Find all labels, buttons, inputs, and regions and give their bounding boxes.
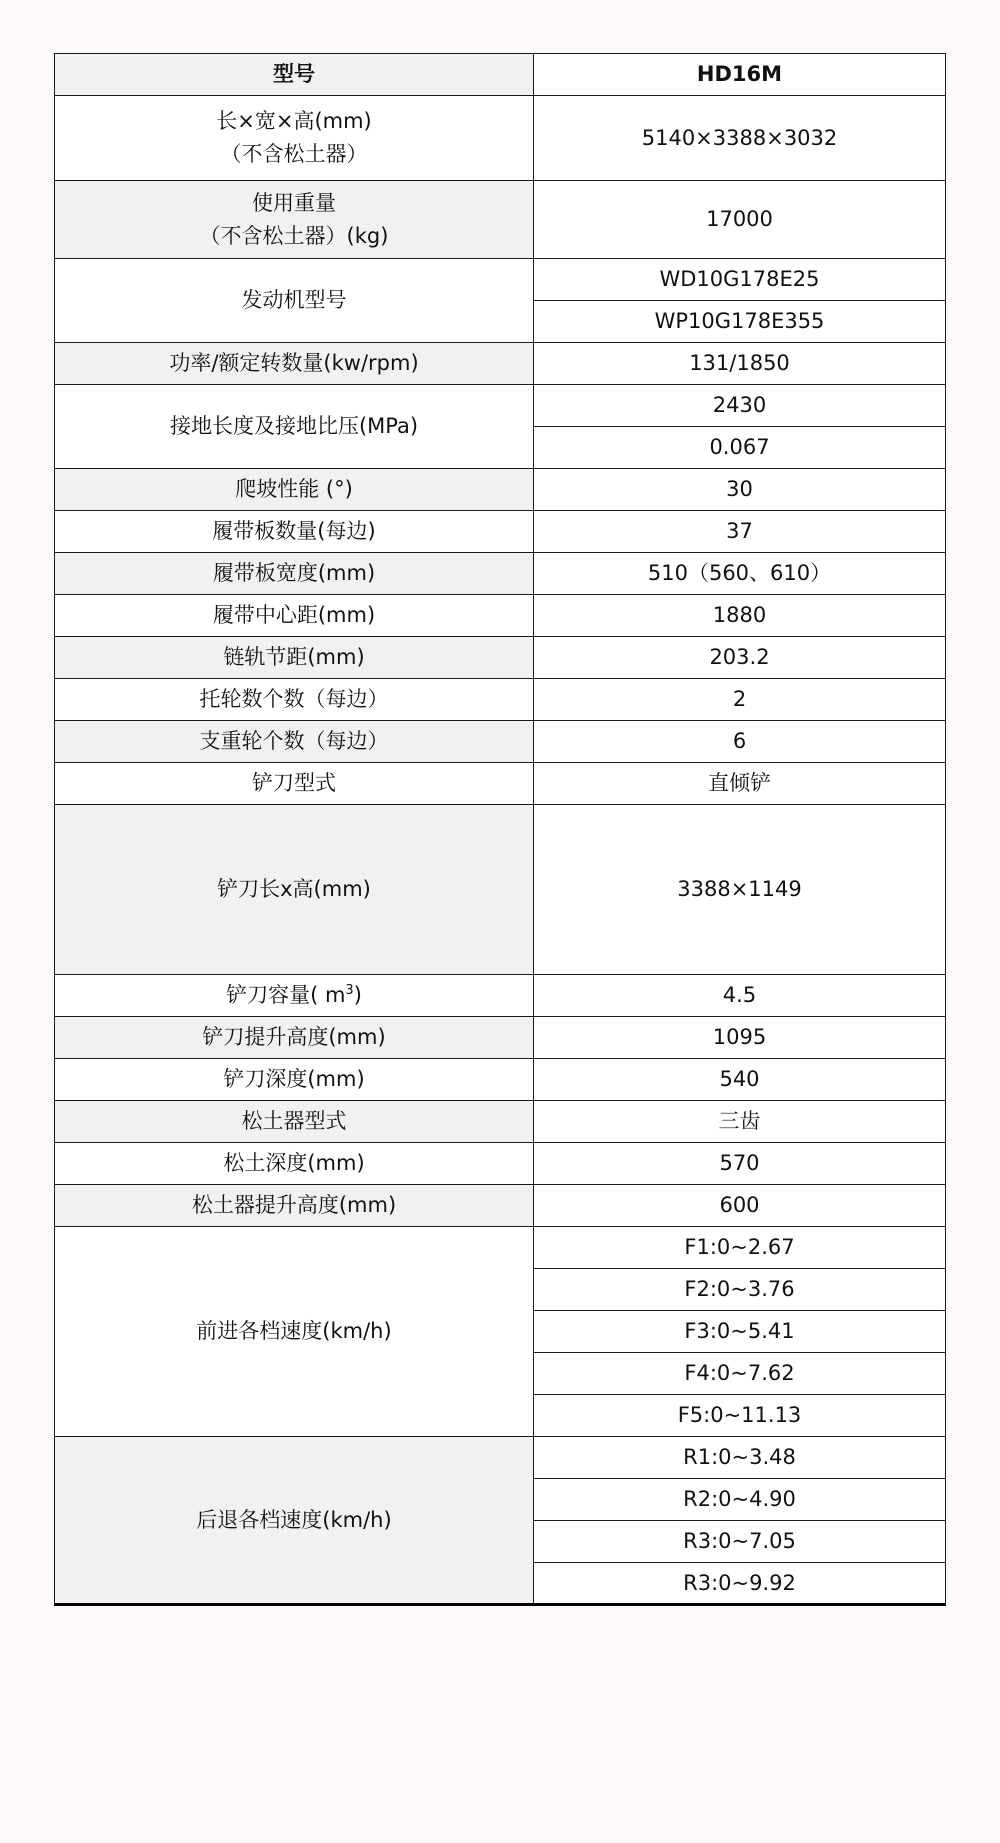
row-value: 5140×3388×3032 <box>534 96 946 181</box>
table-row <box>55 595 946 637</box>
row-value: 37 <box>534 511 946 553</box>
row-label: 发动机型号 <box>55 259 534 343</box>
row-label: 松土器提升高度(mm) <box>55 1185 534 1227</box>
row-value: 131/1850 <box>534 343 946 385</box>
row-label: 前进各档速度(km/h) <box>55 1227 534 1437</box>
spec-table <box>54 53 946 1606</box>
table-row <box>55 1017 946 1059</box>
row-value: 17000 <box>534 181 946 259</box>
table-header-row <box>55 54 946 96</box>
table-row <box>55 181 946 259</box>
row-value: F4:0~7.62 <box>534 1353 946 1395</box>
row-value: 540 <box>534 1059 946 1101</box>
header-model-value: HD16M <box>534 54 946 96</box>
row-value: R2:0~4.90 <box>534 1479 946 1521</box>
row-value: 3388×1149 <box>534 805 946 975</box>
row-label: 松土器型式 <box>55 1101 534 1143</box>
row-label: 铲刀长x高(mm) <box>55 805 534 975</box>
row-value: 直倾铲 <box>534 763 946 805</box>
row-value: 2430 <box>534 385 946 427</box>
table-row <box>55 259 946 301</box>
table-row <box>55 1227 946 1269</box>
table-row <box>55 1143 946 1185</box>
row-label: 支重轮个数（每边） <box>55 721 534 763</box>
row-label: 履带中心距(mm) <box>55 595 534 637</box>
row-label-text: 铲刀容量( m <box>226 983 346 1008</box>
row-value: 2 <box>534 679 946 721</box>
row-value: 30 <box>534 469 946 511</box>
row-label: 功率/额定转数量(kw/rpm) <box>55 343 534 385</box>
row-label: 铲刀提升高度(mm) <box>55 1017 534 1059</box>
row-label <box>55 181 534 259</box>
table-row <box>55 679 946 721</box>
table-row <box>55 343 946 385</box>
row-label-line: 使用重量 <box>252 190 336 215</box>
table-row <box>55 805 946 975</box>
table-row <box>55 763 946 805</box>
row-label: 履带板数量(每边) <box>55 511 534 553</box>
row-value: 203.2 <box>534 637 946 679</box>
row-label: 履带板宽度(mm) <box>55 553 534 595</box>
row-label-text: ) <box>353 983 362 1008</box>
table-row <box>55 1185 946 1227</box>
row-label-line: （不含松土器） <box>220 142 368 166</box>
row-label: 后退各档速度(km/h) <box>55 1437 534 1605</box>
table-row <box>55 553 946 595</box>
row-value: 6 <box>534 721 946 763</box>
row-value: F2:0~3.76 <box>534 1269 946 1311</box>
table-row <box>55 96 946 181</box>
row-value: F5:0~11.13 <box>534 1395 946 1437</box>
table-row <box>55 511 946 553</box>
table-row <box>55 469 946 511</box>
row-value: 600 <box>534 1185 946 1227</box>
row-label-line: 长×宽×高(mm) <box>216 109 372 134</box>
row-value: R3:0~7.05 <box>534 1521 946 1563</box>
superscript: 3 <box>345 983 354 999</box>
table-row <box>55 975 946 1017</box>
row-label: 铲刀型式 <box>55 763 534 805</box>
row-value: F3:0~5.41 <box>534 1311 946 1353</box>
row-value: 1095 <box>534 1017 946 1059</box>
header-label: 型号 <box>55 54 534 96</box>
row-label: 接地长度及接地比压(MPa) <box>55 385 534 469</box>
row-value: 0.067 <box>534 427 946 469</box>
row-label-line: （不含松土器）(kg) <box>199 223 389 248</box>
table-row <box>55 637 946 679</box>
row-value: WD10G178E25 <box>534 259 946 301</box>
row-label: 链轨节距(mm) <box>55 637 534 679</box>
row-value: 510（560、610） <box>534 553 946 595</box>
table-row <box>55 1059 946 1101</box>
row-value: R1:0~3.48 <box>534 1437 946 1479</box>
table-row <box>55 1437 946 1479</box>
table-row <box>55 721 946 763</box>
row-value: R3:0~9.92 <box>534 1563 946 1605</box>
row-value: 1880 <box>534 595 946 637</box>
row-value: WP10G178E355 <box>534 301 946 343</box>
row-label: 托轮数个数（每边） <box>55 679 534 721</box>
table-row <box>55 385 946 427</box>
row-label: 爬坡性能 (°) <box>55 469 534 511</box>
row-label: 松土深度(mm) <box>55 1143 534 1185</box>
table-row <box>55 1101 946 1143</box>
row-label <box>55 975 534 1017</box>
row-label: 铲刀深度(mm) <box>55 1059 534 1101</box>
row-value: 三齿 <box>534 1101 946 1143</box>
row-value: 4.5 <box>534 975 946 1017</box>
row-label <box>55 96 534 181</box>
row-value: F1:0~2.67 <box>534 1227 946 1269</box>
row-value: 570 <box>534 1143 946 1185</box>
